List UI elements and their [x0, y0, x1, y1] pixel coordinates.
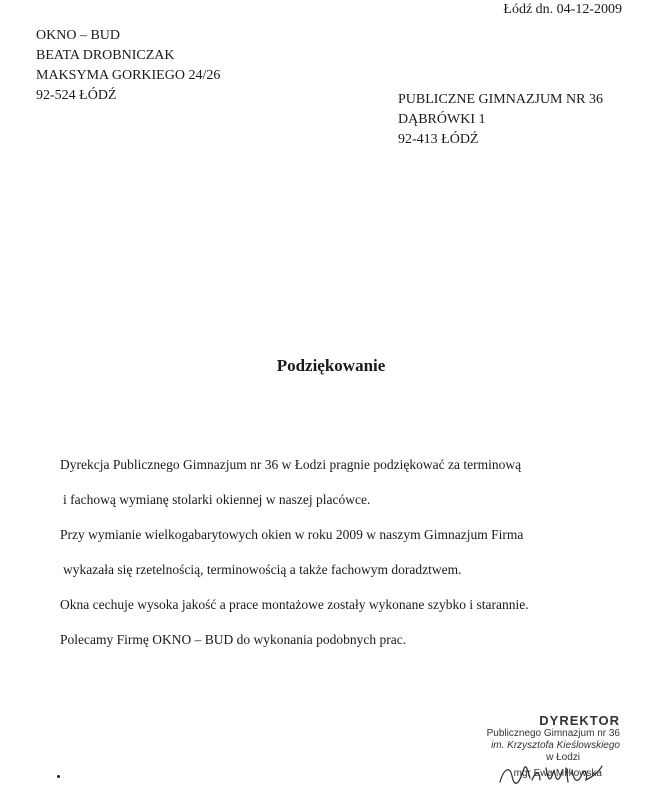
body-paragraph: Dyrekcja Publicznego Gimnazjum nr 36 w Łodzi pragnie podziękować za terminową — [60, 457, 522, 472]
stamp-name: mgr Ewa Miłkowska — [513, 768, 602, 779]
recipient-line: PUBLICZNE GIMNAZJUM NR 36 — [398, 92, 603, 107]
stamp-line: w Łodzi — [546, 752, 580, 763]
sender-line: OKNO – BUD — [36, 28, 120, 43]
sender-line: BEATA DROBNICZAK — [36, 48, 175, 63]
stamp-line: im. Krzysztofa Kieślowskiego — [491, 740, 620, 751]
recipient-address — [398, 90, 603, 150]
sender-address — [36, 26, 220, 106]
recipient-line: DĄBRÓWKI 1 — [398, 112, 486, 127]
sender-line: MAKSYMA GORKIEGO 24/26 — [36, 68, 221, 83]
recipient-line: 92-413 ŁÓDŹ — [398, 132, 479, 147]
body-paragraph: Polecamy Firmę OKNO – BUD do wykonania podobnych prac. — [60, 632, 407, 647]
letter-title: Podziękowanie — [276, 356, 386, 375]
handwritten-signature-icon — [496, 760, 606, 795]
letter-body — [60, 458, 529, 668]
letter-date: Łódź dn. 04-12-2009 — [503, 2, 622, 17]
body-paragraph: Okna cechuje wysoka jakość a prace montażowe zostały wykonane szybko i starannie. — [60, 597, 529, 612]
body-paragraph: wykazała się rzetelnością, terminowością a także fachowym doradztwem. — [63, 562, 462, 577]
body-paragraph: i fachową wymianę stolarki okiennej w naszej placówce. — [63, 492, 371, 507]
sender-line: 92-524 ŁÓDŹ — [36, 88, 117, 103]
scan-speck — [57, 775, 60, 778]
body-paragraph: Przy wymianie wielkogabarytowych okien w roku 2009 w naszym Gimnazjum Firma — [60, 527, 524, 542]
stamp-title: DYREKTOR — [539, 713, 620, 728]
stamp-line: Publicznego Gimnazjum nr 36 — [486, 728, 620, 739]
